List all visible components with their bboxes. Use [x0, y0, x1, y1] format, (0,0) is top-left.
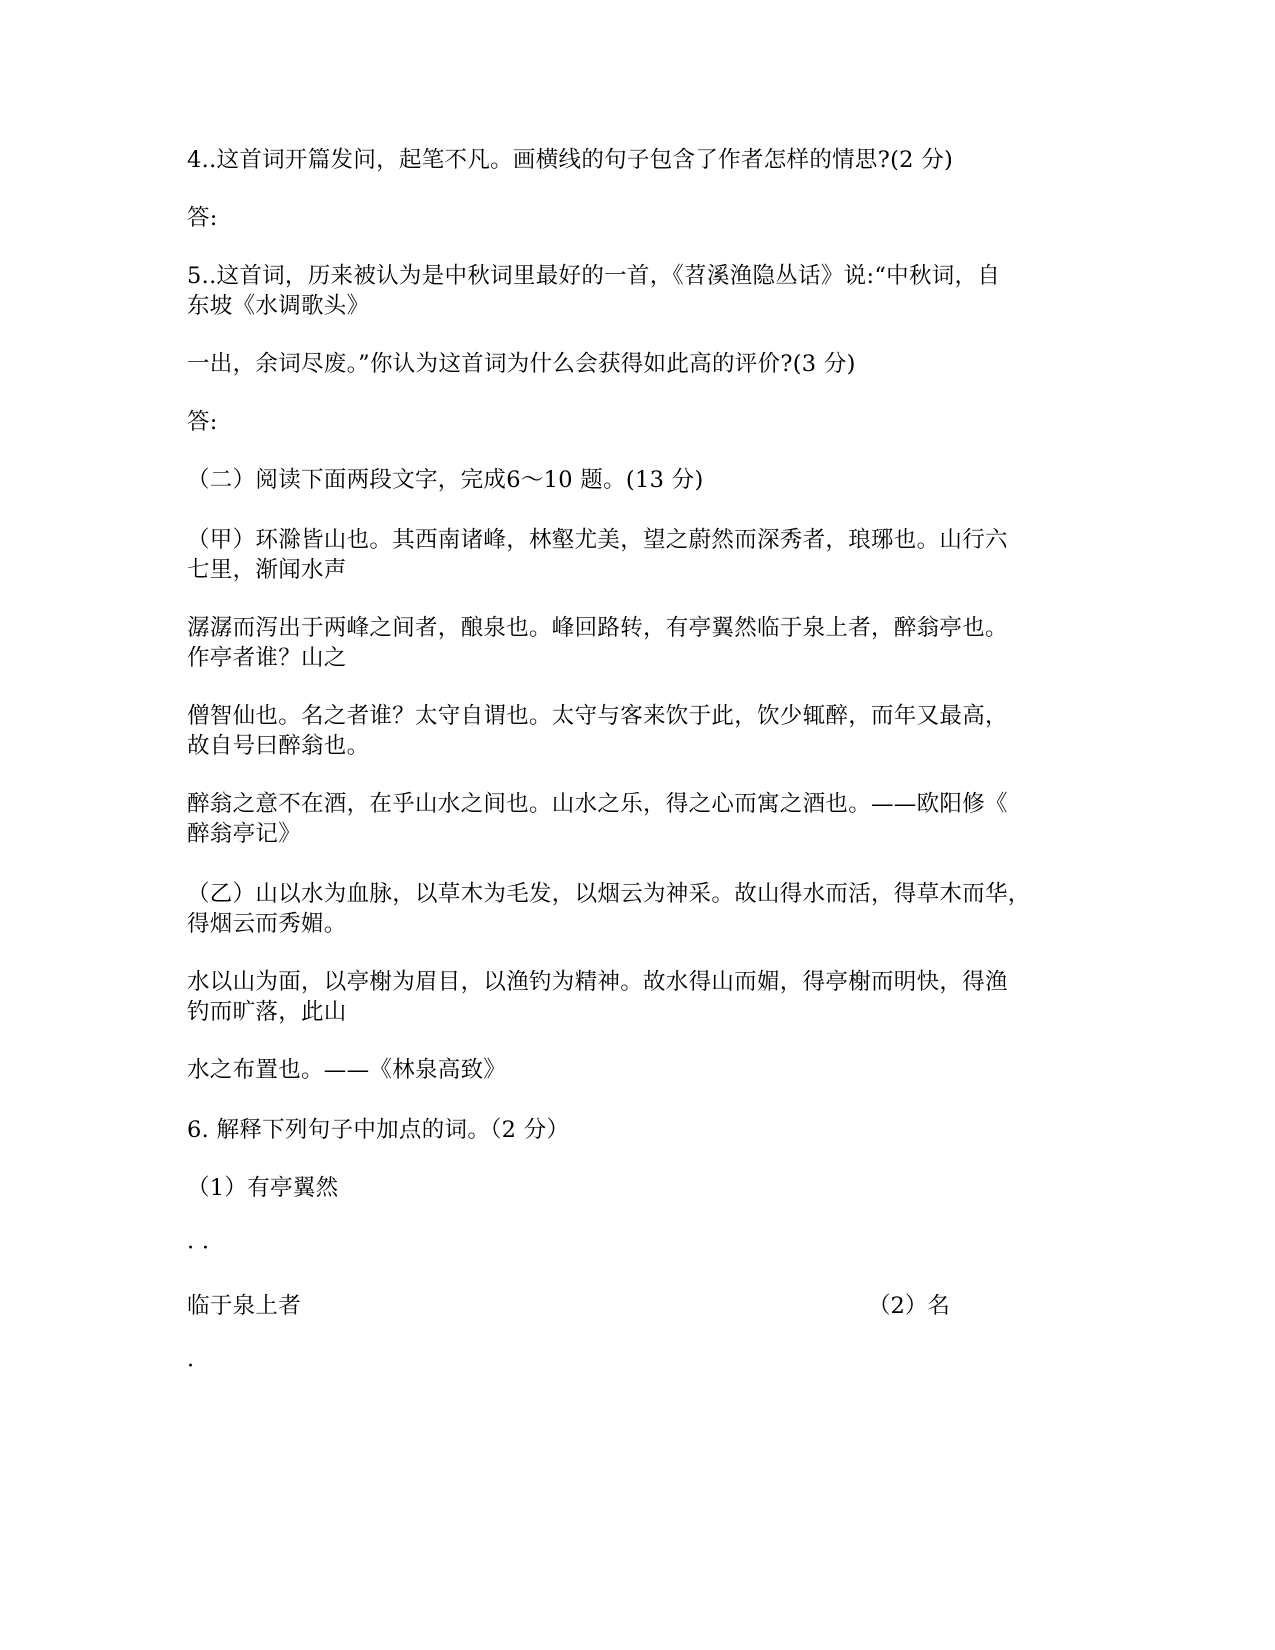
question-6-item-2: （2）名	[868, 1293, 950, 1319]
question-5-line-1: 5..这首词，历来被认为是中秋词里最好的一首，《苕溪渔隐丛话》说:“中秋词，自	[187, 263, 1001, 289]
passage-jia-line: 潺潺而泻出于两峰之间者，酿泉也。峰回路转，有亭翼然临于泉上者，醉翁亭也。	[187, 615, 1008, 641]
passage-jia-line: 醉翁之意不在酒，在乎山水之间也。山水之乐，得之心而寓之酒也。——欧阳修《	[187, 791, 1008, 817]
section-2-heading: （二）阅读下面两段文字，完成6～10 题。(13 分)	[187, 467, 704, 493]
passage-jia-line: 七里，渐闻水声	[187, 557, 347, 583]
passage-jia-line: 作亭者谁？山之	[187, 645, 347, 671]
emphasis-dots: · ·	[187, 1235, 210, 1261]
question-6: 6. 解释下列句子中加点的词。（2 分）	[187, 1117, 570, 1143]
question-5-line-3: 一出，余词尽废。”你认为这首词为什么会获得如此高的评价?(3 分)	[187, 351, 856, 377]
passage-jia-line: 僧智仙也。名之者谁？太守自谓也。太守与客来饮于此，饮少辄醉，而年又最高，	[187, 703, 1008, 729]
question-5-line-2: 东坡《水调歌头》	[187, 293, 370, 319]
emphasis-dot: ·	[187, 1353, 195, 1379]
passage-jia-line: 醉翁亭记》	[187, 821, 302, 847]
question-6-item-1-continued: 临于泉上者	[187, 1293, 302, 1319]
passage-jia-line: 故自号曰醉翁也。	[187, 733, 370, 759]
passage-yi-line: 钓而旷落，此山	[187, 999, 347, 1025]
question-6-item-1: （1）有亭翼然	[187, 1175, 339, 1201]
passage-yi-line: 水以山为面，以亭榭为眉目，以渔钓为精神。故水得山而媚，得亭榭而明快，得渔	[187, 969, 1008, 995]
passage-yi-line: 水之布置也。——《林泉高致》	[187, 1057, 507, 1083]
passage-yi-line: 得烟云而秀媚。	[187, 911, 347, 937]
answer-label: 答:	[187, 409, 218, 435]
passage-yi-line: （乙）山以水为血脉，以草木为毛发，以烟云为神采。故山得水而活，得草木而华，	[187, 881, 1031, 907]
answer-label: 答:	[187, 205, 218, 231]
passage-jia-line: （甲）环滁皆山也。其西南诸峰，林壑尤美，望之蔚然而深秀者，琅琊也。山行六	[187, 527, 1008, 553]
question-4: 4..这首词开篇发问，起笔不凡。画横线的句子包含了作者怎样的情思?(2 分)	[187, 147, 954, 173]
